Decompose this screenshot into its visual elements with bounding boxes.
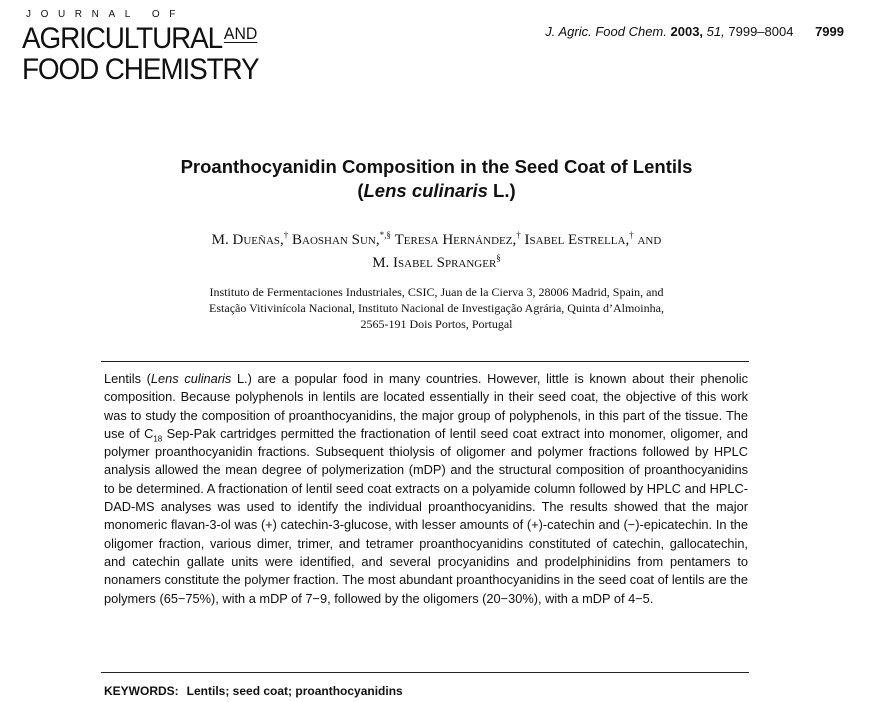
author-line1 (0, 229, 873, 252)
title-authority: L.) (493, 180, 516, 201)
page-number: 7999 (815, 24, 844, 39)
author-name: Teresa Hernández, (394, 232, 517, 248)
author-list (0, 229, 873, 275)
citation-year: 2003, (670, 24, 704, 39)
abstract-bottom-rule (101, 672, 749, 673)
journal-name-and: AND (223, 24, 258, 43)
abstract-text-part2: Sep-Pak cartridges permitted the fractionation of lentil seed coat extract into monomer, oligomer, and polymer proanthocyanidin fractions. Subsequent thiolysis of oligomer and polymer fractions followed by HPLC analysis allowed the mean degree of polymerization (mDP) and the structural composition of proanthocyanidins to be determined. A fractionation of lentil seed coat extracts on a polyamide column followed by HPLC and HPLC-DAD-MS analyses was used to identify the individual proanthocyanidins. The results showed that the major monomeric flavan-3-ol was (+) catechin-3-glucose, with lesser amounts of (+)-catechin and (−)-epicatechin. In the oligomer fraction, various dimer, trimer, and tetramer proanthocyanidins constituted of catechin, gallocatechin, and catechin gallate units were identified, and several procyanidins and prodelphinidins from pentamers to nonamers constitute the polymer fraction. The most abundant proanthocyanidins in the seed coat of lentils are the polymers (65−75%), with a mDP of 7−9, followed by the oligomers (20−30%), with a mDP of 4−5. (104, 425, 748, 606)
citation (545, 24, 844, 39)
keywords-label: KEYWORDS: (104, 684, 179, 698)
journal-name-line1 (22, 24, 259, 54)
affiliations (0, 284, 873, 332)
abstract-text-part1: L.) are a popular food in many countries. However, little is known about their phenolic composition. Because polyphenols in lentils are located essentially in their seed coat, the objective of this work was to study the composition of proanthocyanidins, the major group of polyphenols, in this part of the tissue. The use of C (104, 371, 748, 441)
author-mark: † (516, 230, 521, 240)
citation-volume: 51, (706, 24, 725, 39)
author-mark: † (283, 230, 289, 240)
author-name: M. Dueñas, (211, 232, 284, 248)
keywords (104, 684, 403, 698)
abstract-species: Lens culinaris (150, 371, 232, 386)
author-mark: § (496, 253, 501, 263)
affiliation-line: Estação Vitivinícola Nacional, Instituto Nacional de Investigação Agrária, Quinta d’Almoinha, (209, 301, 664, 315)
journal-name-agricultural: AGRICULTURAL (22, 22, 223, 55)
title-line1: Proanthocyanidin Composition in the Seed Coat of Lentils (180, 156, 693, 177)
author-name: Baoshan Sun, (292, 232, 380, 248)
title-species: Lens culinaris (363, 180, 488, 201)
journal-of-line: JOURNAL OF (26, 9, 185, 20)
author-and: and (637, 232, 662, 248)
affiliation-line: Instituto de Fermentaciones Industriales, CSIC, Juan de la Cierva 3, 28006 Madrid, Spain, and (209, 285, 664, 299)
citation-pages: 7999–8004 (728, 24, 794, 39)
citation-journal: J. Agric. Food Chem. (545, 24, 667, 39)
abstract-lead: Lentils ( (104, 371, 151, 386)
author-name: M. Isabel Spranger (372, 255, 497, 271)
abstract-top-rule (101, 361, 749, 362)
author-line2 (0, 252, 873, 275)
article-title (0, 155, 873, 203)
title-line2: (Lens culinaris L.) (357, 180, 516, 201)
abstract-subscript: 18 (153, 434, 163, 444)
journal-name-line2: FOOD CHEMISTRY (22, 53, 259, 86)
author-mark: *,§ (379, 230, 391, 240)
journal-logo (22, 10, 276, 85)
author-mark: † (629, 230, 634, 240)
author-name: Isabel Estrella, (524, 232, 630, 248)
abstract (104, 370, 748, 608)
affiliation-line: 2565-191 Dois Portos, Portugal (360, 317, 513, 331)
keywords-values: Lentils; seed coat; proanthocyanidins (186, 684, 403, 698)
